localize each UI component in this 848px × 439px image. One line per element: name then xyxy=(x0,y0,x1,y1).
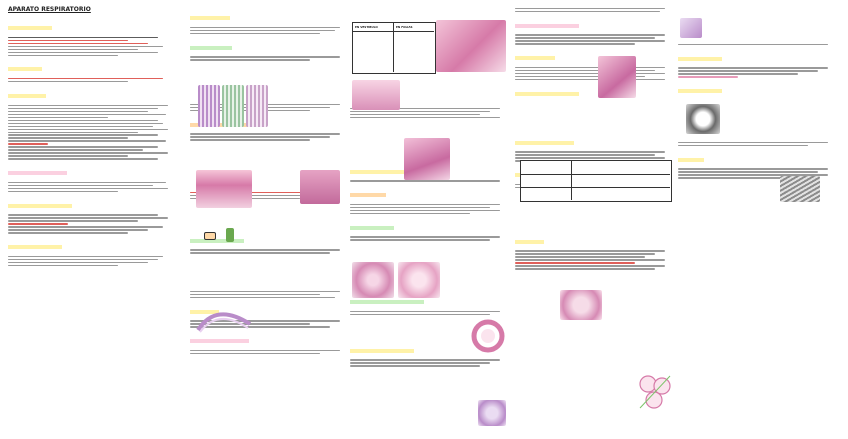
section-header xyxy=(190,16,230,20)
section-header xyxy=(678,89,722,93)
section-header xyxy=(8,67,42,71)
diagram-box xyxy=(204,232,216,240)
section-header xyxy=(515,141,574,145)
histology-image xyxy=(404,138,450,180)
histology-image xyxy=(352,262,394,298)
section-header xyxy=(8,171,67,175)
comparison-table xyxy=(352,22,436,74)
histology-image xyxy=(680,18,702,38)
histology-image xyxy=(478,400,506,426)
section-header xyxy=(515,24,579,28)
section-header xyxy=(350,226,394,230)
histology-image xyxy=(300,170,340,204)
page-title: APARATO RESPIRATORIO xyxy=(8,6,91,13)
section-header xyxy=(350,193,386,197)
histology-image xyxy=(198,85,220,127)
alveoli-diagram xyxy=(636,372,674,412)
section-header xyxy=(190,339,249,343)
column-1 xyxy=(8,6,173,434)
histology-image xyxy=(598,56,636,98)
section-header xyxy=(8,204,72,208)
histology-image xyxy=(196,170,252,208)
histology-image xyxy=(560,290,602,320)
section-header xyxy=(350,349,414,353)
section-header xyxy=(190,46,232,50)
histology-image xyxy=(686,104,720,134)
section-header xyxy=(8,94,46,98)
histology-image xyxy=(246,85,268,127)
section-header xyxy=(8,245,62,249)
histology-image xyxy=(352,80,400,110)
section-header xyxy=(515,92,579,96)
table-header-right: EN FOLIAS xyxy=(396,25,413,29)
section-header xyxy=(350,300,424,304)
histology-image xyxy=(470,318,506,354)
histology-image xyxy=(222,85,244,127)
histology-image xyxy=(398,262,440,298)
diagram-tube xyxy=(226,228,234,242)
column-2 xyxy=(190,6,345,434)
section-header xyxy=(190,239,244,243)
summary-table xyxy=(520,160,672,202)
section-header xyxy=(678,158,704,162)
table-header-left: EN VESTIBULO xyxy=(355,25,378,29)
histology-image xyxy=(196,300,252,334)
histology-image xyxy=(780,176,820,202)
section-header xyxy=(678,57,722,61)
section-header xyxy=(8,26,52,30)
section-header xyxy=(515,240,544,244)
section-header xyxy=(515,56,555,60)
column-4 xyxy=(515,6,673,434)
column-5 xyxy=(678,6,840,434)
histology-image xyxy=(436,20,506,72)
